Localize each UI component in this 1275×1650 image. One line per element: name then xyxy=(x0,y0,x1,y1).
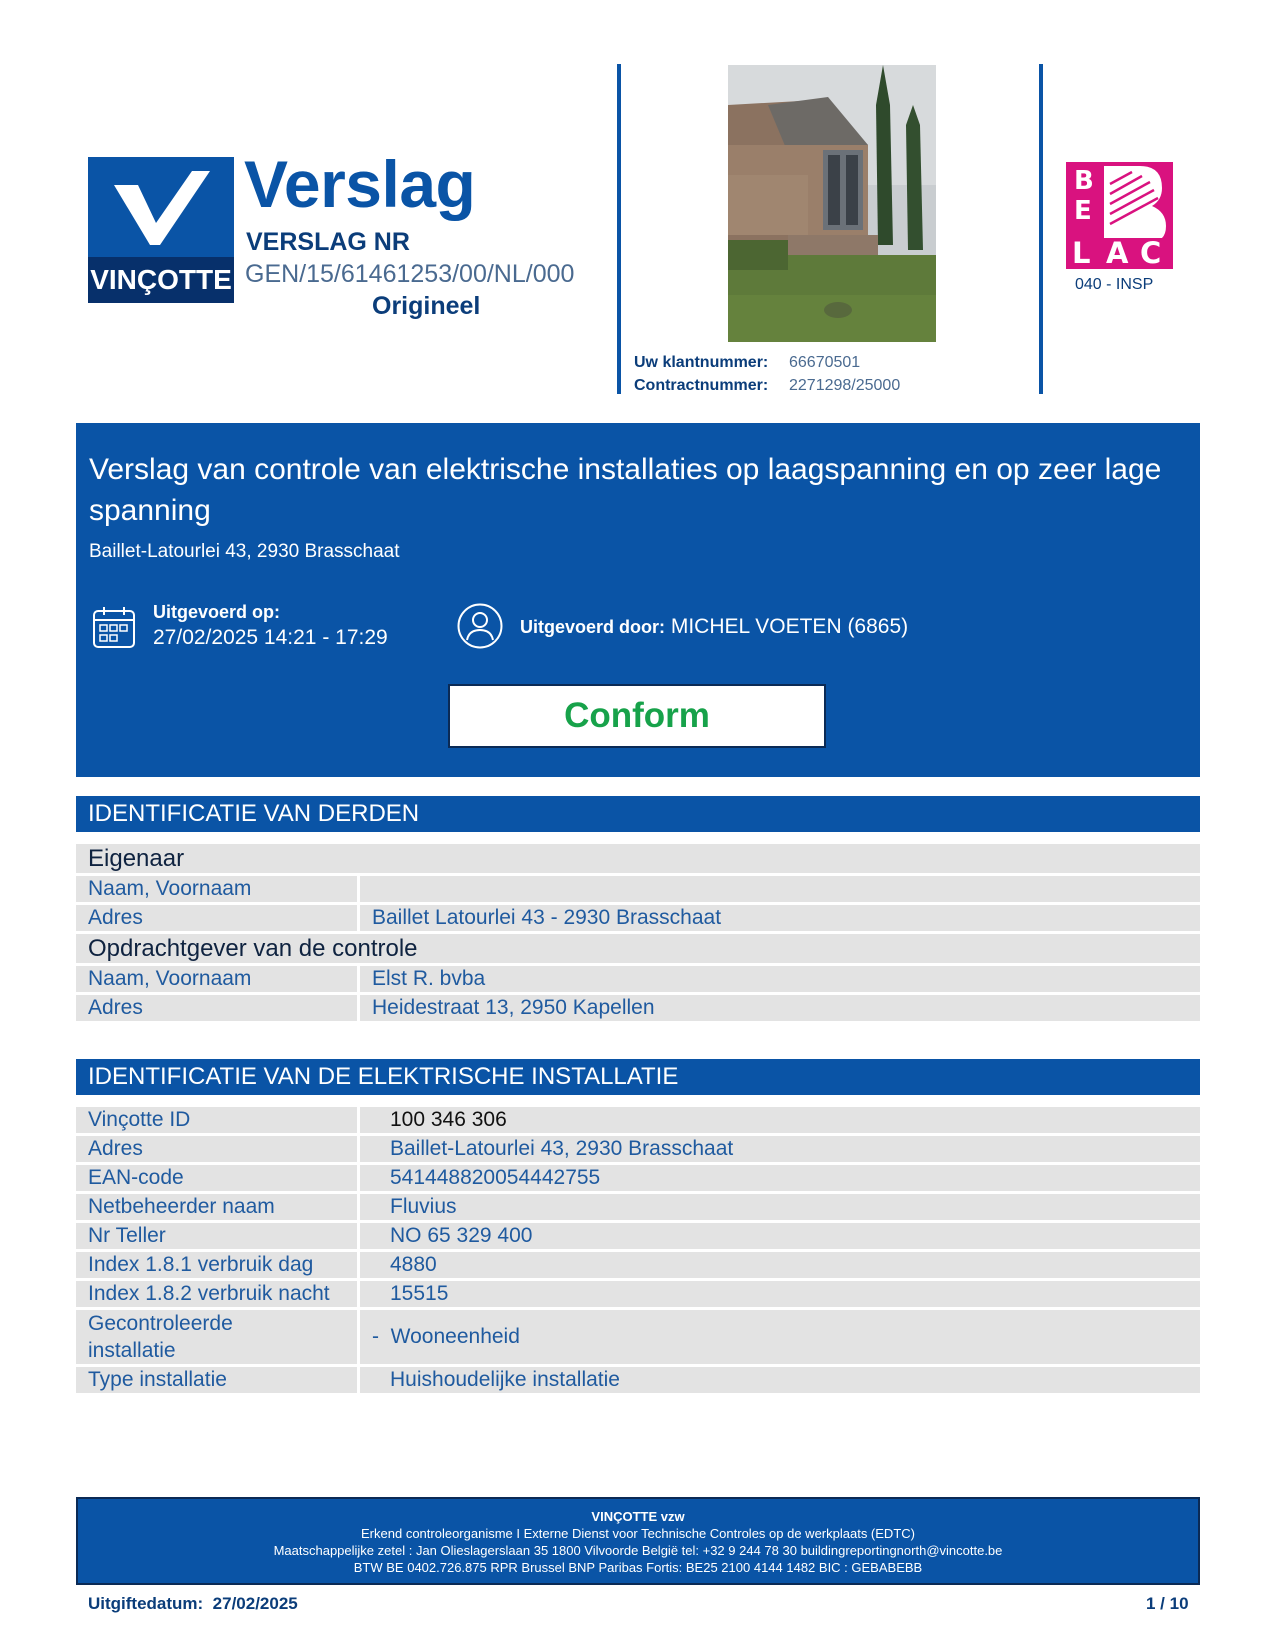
executed-by xyxy=(520,615,908,639)
field-value: Huishoudelijke installatie xyxy=(360,1367,1200,1393)
installation-table xyxy=(76,1104,1200,1396)
list-bullet: - xyxy=(372,1325,379,1348)
client-number: 66670501 xyxy=(789,354,861,371)
third-parties-table xyxy=(76,841,1200,1024)
field-value: Baillet Latourlei 43 - 2930 Brasschaat xyxy=(360,905,1200,931)
field-value: Heidestraat 13, 2950 Kapellen xyxy=(360,995,1200,1021)
report-title: Verslag van controle van elektrische installaties op laagspanning en op zeer lage spanning xyxy=(89,453,1162,527)
field-value: 100 346 306 xyxy=(360,1107,1200,1133)
section-header-installation: IDENTIFICATIE VAN DE ELEKTRISCHE INSTALLATIE xyxy=(76,1059,1200,1095)
belac-letter: E xyxy=(1074,196,1092,226)
table-row xyxy=(76,1310,1200,1364)
divider xyxy=(617,64,621,394)
table-row xyxy=(76,1107,1200,1133)
page-title: Verslag xyxy=(244,147,476,221)
client-info xyxy=(634,351,900,397)
field-value-text: Wooneenheid xyxy=(390,1325,520,1348)
field-value: NO 65 329 400 xyxy=(360,1223,1200,1249)
field-label xyxy=(76,1310,357,1364)
field-label: Nr Teller xyxy=(76,1223,357,1249)
site-address: Baillet-Latourlei 43, 2930 Brasschaat xyxy=(89,541,400,562)
field-value: Elst R. bvba xyxy=(360,966,1200,992)
building-photo xyxy=(728,65,936,342)
table-row xyxy=(76,1223,1200,1249)
checkmark-icon xyxy=(106,167,216,251)
footer-org: VINÇOTTE vzw xyxy=(591,1509,685,1524)
belac-code: 040 - INSP xyxy=(1075,276,1154,293)
divider xyxy=(1039,64,1043,394)
field-label: Adres xyxy=(76,905,357,931)
field-value: 4880 xyxy=(360,1252,1200,1278)
executed-by-label: Uitgevoerd door: xyxy=(520,617,666,637)
belac-letter: A xyxy=(1106,236,1129,269)
table-row xyxy=(76,966,1200,992)
table-row xyxy=(76,1194,1200,1220)
table-row xyxy=(76,1136,1200,1162)
vincotte-logo xyxy=(88,157,234,303)
belac-letter: B xyxy=(1074,166,1094,196)
contract-number: 2271298/25000 xyxy=(789,377,901,394)
field-label: Adres xyxy=(76,1136,357,1162)
calendar-icon xyxy=(92,605,136,649)
original-label: Origineel xyxy=(372,292,481,320)
table-row xyxy=(76,876,1200,902)
field-label: Naam, Voornaam xyxy=(76,966,357,992)
footer-line: BTW BE 0402.726.875 RPR Brussel BNP Paribas Fortis: BE25 2100 4144 1482 BIC : GEBABEBB xyxy=(353,1560,923,1575)
group-row xyxy=(76,934,1200,963)
belac-letter: L xyxy=(1072,236,1091,269)
executed-on-label: Uitgevoerd op: xyxy=(153,602,281,622)
field-label: Vinçotte ID xyxy=(76,1107,357,1133)
table-row xyxy=(76,1252,1200,1278)
executed-on-value: 27/02/2025 14:21 - 17:29 xyxy=(153,626,388,649)
issue-date xyxy=(88,1594,298,1614)
field-value: 541448820054442755 xyxy=(360,1165,1200,1191)
field-label: Index 1.8.2 verbruik nacht xyxy=(76,1281,357,1307)
group-row xyxy=(76,844,1200,873)
footer-company-info xyxy=(76,1497,1200,1585)
user-icon xyxy=(457,603,503,649)
field-value xyxy=(360,1310,1200,1364)
field-label: Naam, Voornaam xyxy=(76,876,357,902)
belac-logo xyxy=(1066,162,1173,269)
table-row xyxy=(76,1165,1200,1191)
table-row xyxy=(76,1367,1200,1393)
field-label: Netbeheerder naam xyxy=(76,1194,357,1220)
client-number-label: Uw klantnummer: xyxy=(634,354,769,371)
field-label: Adres xyxy=(76,995,357,1021)
table-row xyxy=(76,1281,1200,1307)
table-row xyxy=(76,905,1200,931)
field-label-line: Gecontroleerde xyxy=(88,1312,233,1335)
issue-date-value: 27/02/2025 xyxy=(212,1594,298,1613)
field-label-line: installatie xyxy=(88,1339,176,1362)
report-number-label: VERSLAG NR xyxy=(246,228,410,256)
field-value xyxy=(360,876,1200,902)
report-summary xyxy=(76,423,1200,777)
section-header-third-parties: IDENTIFICATIE VAN DERDEN xyxy=(76,796,1200,832)
status-badge: Conform xyxy=(448,684,826,748)
field-label: EAN-code xyxy=(76,1165,357,1191)
field-value: Baillet-Latourlei 43, 2930 Brasschaat xyxy=(360,1136,1200,1162)
footer-line: Erkend controleorganisme I Externe Dienst voor Technische Controles op de werkplaats (EDTC) xyxy=(361,1526,915,1541)
table-row xyxy=(76,995,1200,1021)
field-label: Type installatie xyxy=(76,1367,357,1393)
footer-line: Maatschappelijke zetel : Jan Olieslagerslaan 35 1800 Vilvoorde België tel: +32 9 244 78 30 buildingreportingnorth@vincotte.be xyxy=(273,1543,1003,1558)
contract-number-label: Contractnummer: xyxy=(634,377,769,394)
report-number: GEN/15/61461253/00/NL/000 xyxy=(245,260,575,288)
logo-wordmark: VINÇOTTE xyxy=(88,257,234,303)
page-number: 1 / 10 xyxy=(1146,1594,1189,1613)
executed-by-value: MICHEL VOETEN (6865) xyxy=(670,615,909,638)
owner-title: Eigenaar xyxy=(76,844,1200,873)
field-value: 15515 xyxy=(360,1281,1200,1307)
belac-letter: C xyxy=(1140,236,1162,269)
field-value: Fluvius xyxy=(360,1194,1200,1220)
field-label: Index 1.8.1 verbruik dag xyxy=(76,1252,357,1278)
issue-date-label: Uitgiftedatum: xyxy=(88,1594,204,1613)
client-title: Opdrachtgever van de controle xyxy=(76,934,1200,963)
